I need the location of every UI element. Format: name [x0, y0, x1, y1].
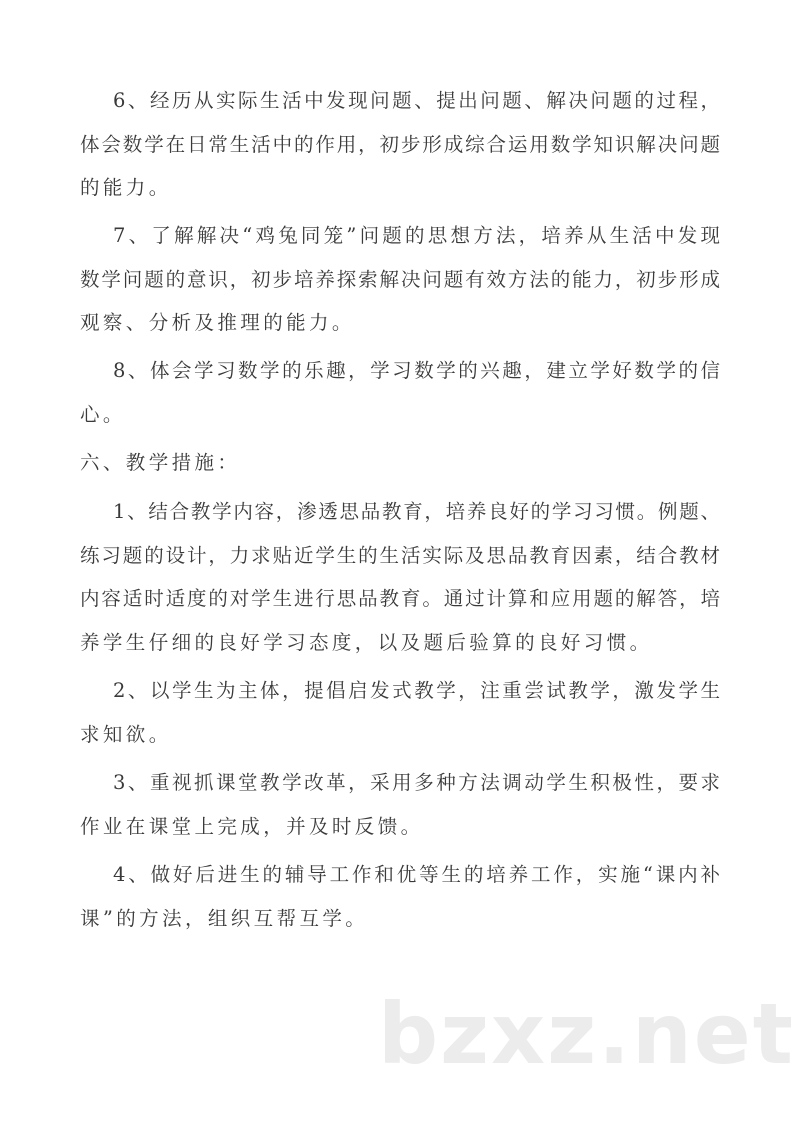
text-line: 数学问题的意识，初步培养探索解决问题有效方法的能力，初步形成	[80, 267, 720, 291]
text-line: 1、结合教学内容，渗透思品教育，培养良好的学习习惯。例题、	[113, 500, 720, 523]
text-line: 练习题的设计，力求贴近学生的生活实际及思品教育因素，结合教材	[80, 543, 720, 567]
section-heading-teaching-measures	[80, 441, 720, 485]
paragraph-goal-7	[80, 214, 720, 345]
watermark: bzxz.net	[378, 985, 795, 1083]
text-line: 2、以学生为主体，提倡启发式教学，注重尝试教学，激发学生	[113, 679, 720, 702]
paragraph-goal-6	[80, 79, 720, 210]
text-line: 观察、分析及推理的能力。	[80, 311, 355, 334]
text-line: 心。	[80, 402, 126, 426]
section-heading: 六、教学措施：	[80, 451, 241, 474]
text-line: 8、体会学习数学的乐趣，学习数学的兴趣，建立学好数学的信	[113, 359, 720, 382]
text-line: 作业在课堂上完成，并及时反馈。	[80, 814, 424, 838]
text-line: 4、做好后进生的辅导工作和优等生的培养工作，实施“课内补	[113, 863, 720, 886]
text-line: 3、重视抓课堂教学改革，采用多种方法调动学生积极性，要求	[113, 771, 720, 794]
text-line: 养学生仔细的良好学习态度，以及题后验算的良好习惯。	[80, 630, 653, 654]
text-line: 求知欲。	[80, 722, 172, 746]
text-line: 的能力。	[80, 176, 172, 199]
paragraph-measure-2	[80, 669, 720, 756]
text-line: 体会数学在日常生活中的作用，初步形成综合运用数学知识解决问题	[80, 132, 720, 156]
paragraph-measure-1	[80, 490, 720, 664]
text-line: 7、了解解决“鸡兔同笼”问题的思想方法，培养从生活中发现	[113, 224, 720, 247]
text-line: 6、经历从实际生活中发现问题、提出问题、解决问题的过程，	[113, 89, 720, 112]
text-line: 课”的方法，组织互帮互学。	[80, 906, 369, 930]
paragraph-measure-3	[80, 761, 720, 848]
paragraph-measure-4	[80, 853, 720, 940]
text-line: 内容适时适度的对学生进行思品教育。通过计算和应用题的解答，培	[80, 587, 720, 610]
paragraph-goal-8	[80, 349, 720, 436]
